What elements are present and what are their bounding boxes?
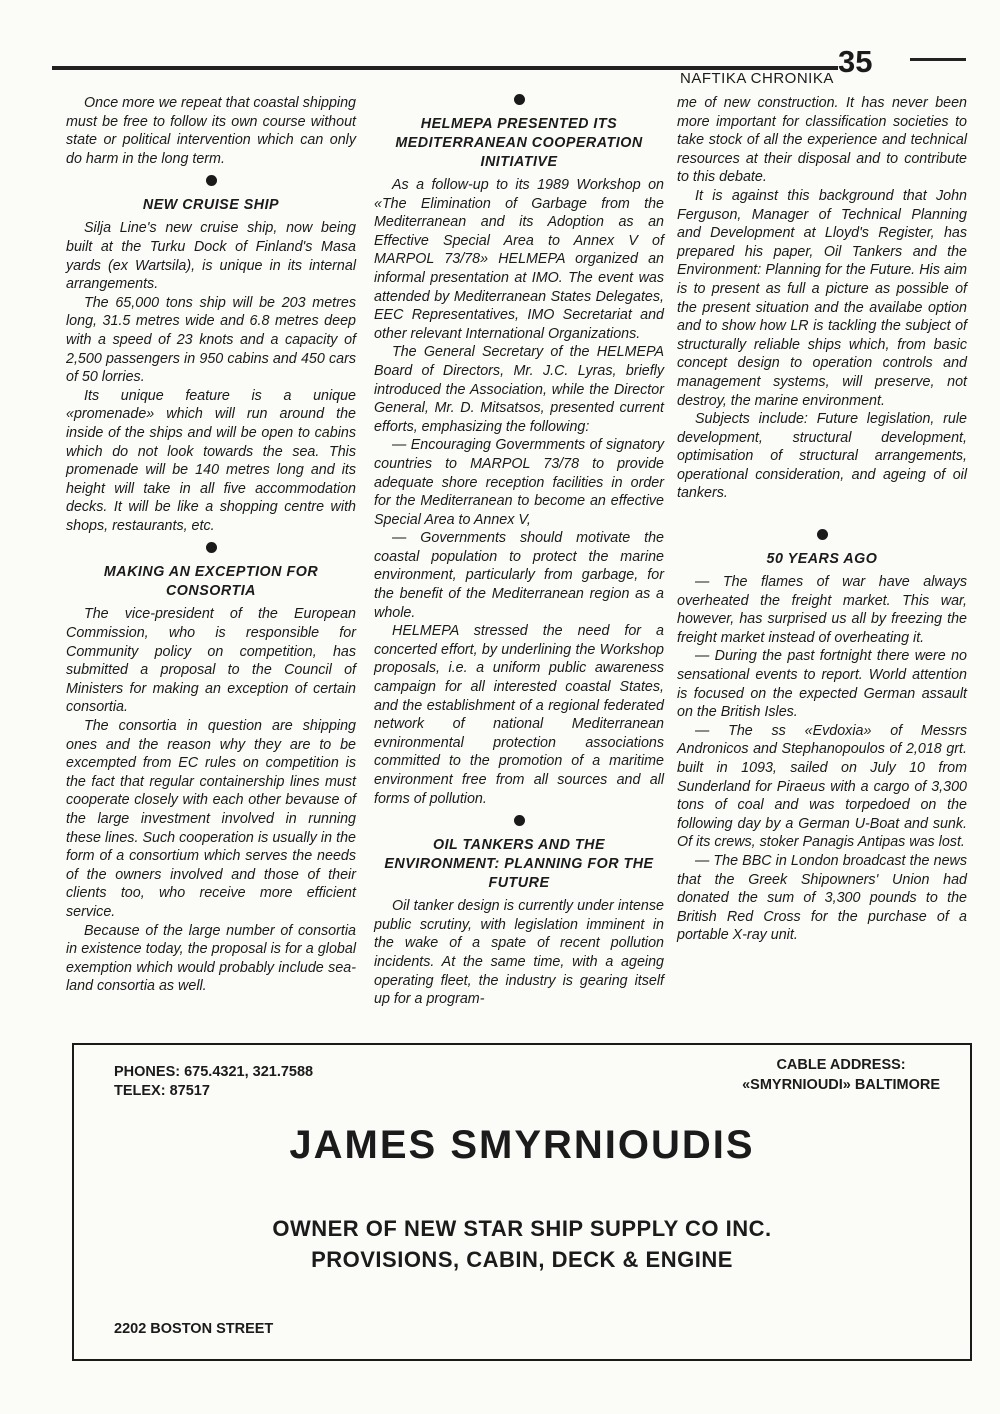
page-number: 35 [838, 44, 873, 79]
advertisement-box [72, 1043, 972, 1361]
ad-tagline [74, 1213, 970, 1275]
ad-telex: TELEX: 87517 [114, 1083, 210, 1099]
article-paragraph: Subjects include: Future legislation, rule development, structural development, optimisation of structural arrangements, operational consideration, and ageing of oil tankers. [677, 411, 967, 502]
article-paragraph: As a follow-up to its 1989 Workshop on «The Elimination of Garbage from the Mediterranean and its Adoption as an Effective Special Area to Annex V of MARPOL 73/78» HELMEPA organized an informal presentation at IMO. The event was attended by Mediterranean States Delegates, EEC Representatives, IMO Secretariat and other relevant International Organizations. [374, 177, 664, 342]
article-paragraph: Oil tanker design is currently under intense public scrutiny, with legislation imminent in the wake of a spate of recent pollution incidents. At the same time, with a ageing operating fleet, the industry is gearing itself up for a program- [374, 898, 664, 1008]
ad-tagline-line1: OWNER OF NEW STAR SHIP SUPPLY CO INC. [272, 1216, 772, 1241]
column-1 [66, 94, 356, 996]
ad-tagline-line2: PROVISIONS, CABIN, DECK & ENGINE [311, 1247, 733, 1272]
article-paragraph: The General Secretary of the HELMEPA Board of Directors, Mr. J.C. Lyras, briefly introduced the Association, while the Director General, Mr. D. Mitsatsos, presented current efforts, emphasizing the following: [374, 344, 664, 435]
section-bullet [514, 94, 525, 105]
section-bullet [514, 815, 525, 826]
column-2 [374, 94, 664, 1009]
article-paragraph: The vice-president of the European Commission, who is responsible for Community policy on competition, has submitted a proposal to the Council of Ministers for making an exception of certain consortia. [66, 606, 356, 716]
section-bullet [206, 175, 217, 186]
ad-company-name: JAMES SMYRNIOUDIS [289, 1123, 755, 1167]
article-paragraph: — During the past fortnight there were no sensational events to report. World attention is focused on the expected German assault on the British Isles. [677, 648, 967, 721]
ad-cable-label: CABLE ADDRESS: [776, 1057, 906, 1073]
article-paragraph: HELMEPA stressed the need for a concerted effort, by underlining the Workshop proposals, i.e. a uniform public awareness campaign for all interested coastal States, and the establishment of a regional federated network of national Mediterranean evnironmental protection associations committed to the promotion of a maritime environment free from all sources and all forms of pollution. [374, 623, 664, 807]
article-heading-tankers: OIL TANKERS AND THE ENVIRONMENT: PLANNING FOR THE FUTURE [384, 837, 654, 892]
article-paragraph: The 65,000 tons ship will be 203 metres long, 31.5 metres wide and 6.8 metres deep with a speed of 23 knots and a capacity of 2,500 passengers in 950 cabins and 450 cars of 50 lorries. [66, 294, 356, 386]
article-paragraph: — The BBC in London broadcast the news that the Greek Shipowners' Union had donated the sum of 3,300 pounds to the British Red Cross for the purchase of a portable X-ray unit. [677, 852, 967, 944]
article-paragraph: It is against this background that John Ferguson, Manager of Technical Planning and Development at Lloyd's Register, has prepared his paper, Oil Tankers and the Environment: Planning for the Future. His aim is to present as full a picture as possible of the present situation and the availabe option and to show how LR is tackling the subject of structurally reliable ships which, from basic concept design to operation controls and management systems, will preserve, not destroy, the marine environment. [677, 187, 967, 409]
article-paragraph: — Governments should motivate the coastal population to protect the marine environment, particularly from garbage, for the benefit of the Mediterranean region as a whole. [374, 530, 664, 621]
section-bullet [206, 542, 217, 553]
article-continuation: me of new construction. It has never been more important for classification societies to take stock of all the experience and technical resources at their disposal and to contribute to this debate. [677, 95, 967, 186]
article-paragraph: Silja Line's new cruise ship, now being built at the Turku Dock of Finland's Masa yards (ex Wartsila), is unique in its internal arrangements. [66, 220, 356, 293]
ad-cable [742, 1055, 940, 1095]
article-paragraph: The consortia in question are shipping ones and the reason why they are to be excempted from EC rules on competition is the fact that regular containership lines must cooperate closely with each other bevause of the large investment involved in running these lines. Such cooperation is usually in the form of a consortium which serves the needs of the owners involved and those of their clients too, who receive more efficient service. [66, 718, 356, 920]
article-paragraph: — The ss «Evdoxia» of Messrs Andronicos and Stephanopoulos of 2,018 grt. built in 1093, sailed on July 10 from Sunderland for Piraeus with a cargo of 3,300 tons of coal and was torpedoed on the following day by a German U-Boat and sunk. Of its crews, stoker Panagis Antipas was lost. [677, 722, 967, 851]
header-rule-right [910, 58, 966, 61]
ad-contact [114, 1063, 313, 1101]
ad-phones: PHONES: 675.4321, 321.7588 [114, 1064, 314, 1080]
ad-cable-value: «SMYRNIOUDI» BALTIMORE [742, 1077, 940, 1093]
article-heading-fifty-years: 50 YEARS AGO [766, 551, 878, 568]
article-paragraph: Its unique feature is a unique «promenade» which will run around the inside of the ships and will be open to cabins which do not look towards the sea. This promenade will be 140 metres long and its height will take in all five accommodation decks. It will be like a shopping centre with shops, restaurants, etc. [66, 387, 356, 534]
article-heading-cruise: NEW CRUISE SHIP [142, 197, 280, 214]
intro-paragraph: Once more we repeat that coastal shipping must be free to follow its own course without state or political intervention which can only do harm in the long term. [66, 95, 356, 167]
ad-street: 2202 BOSTON STREET [114, 1321, 274, 1337]
column-3 [677, 94, 967, 945]
article-heading-helmepa: HELMEPA PRESENTED ITS MEDITERRANEAN COOPERATION INITIATIVE [395, 116, 643, 170]
section-bullet [817, 529, 828, 540]
article-heading-consortia: MAKING AN EXCEPTION FOR CONSORTIA [103, 564, 319, 600]
article-paragraph: — Encouraging Govermments of signatory countries to MARPOL 73/78 to provide adequate shore reception facilities in order for the Mediterranean to become an effective Special Area to Annex V, [374, 437, 664, 528]
article-paragraph: — The flames of war have always overheated the freight market. This war, however, has surprised us all by freezing the freight market instead of overheating it. [677, 574, 967, 646]
publication-name: NAFTIKA CHRONIKA [680, 70, 834, 87]
article-paragraph: Because of the large number of consortia in existence today, the proposal is for a global exemption which would probably include sea-land consortia as well. [66, 922, 356, 995]
